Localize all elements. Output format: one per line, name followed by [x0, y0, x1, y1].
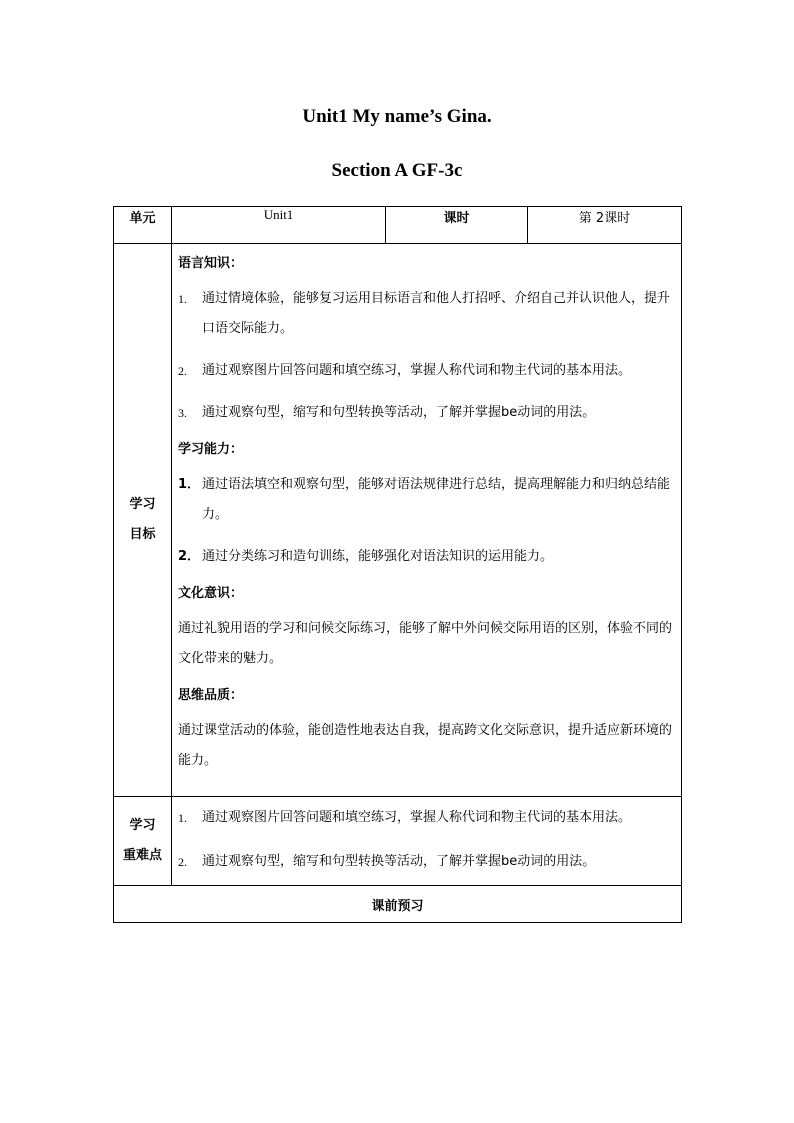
- item-number: 1.: [178, 811, 187, 825]
- document-title: Unit1 My name’s Gina.: [302, 106, 492, 127]
- item-number: 2．: [178, 549, 201, 564]
- preview-label: 课前预习: [114, 886, 682, 923]
- preview-row: [114, 886, 682, 923]
- item-number: 3.: [178, 406, 187, 420]
- item-text: 通过观察图片回答问题和填空练习，掌握人称代词和物主代词的基本用法。: [202, 363, 632, 378]
- item-text: 通过观察句型，缩写和句型转换等活动，了解并掌握be动词的用法。: [202, 405, 596, 420]
- thinking-text: 通过课堂活动的体验，能创造性地表达自我，提高跨文化交际意识，提升适应新环境的能力。: [178, 723, 673, 768]
- objectives-label-line2: 目标: [129, 527, 156, 542]
- item-number: 2.: [178, 364, 187, 378]
- item-number: 1．: [178, 477, 201, 492]
- item-text: 通过语法填空和观察句型，能够对语法规律进行总结，提高理解能力和归纳总结能力。: [202, 477, 671, 522]
- list-item: [178, 803, 675, 833]
- lesson-label: 课时: [386, 207, 528, 244]
- item-text: 通过情境体验，能够复习运用目标语言和他人打招呼、介绍自己并认识他人，提升口语交际能力。: [202, 291, 671, 336]
- objectives-row: [114, 244, 682, 797]
- unit-label: 单元: [114, 207, 172, 244]
- key-points-label: [114, 797, 172, 886]
- section-subtitle: Section A GF-3c: [331, 160, 463, 181]
- item-number: 2.: [178, 855, 187, 869]
- culture-heading: 文化意识：: [178, 586, 244, 601]
- key-points-label-line1: 学习: [129, 818, 156, 833]
- unit-value: Unit1: [172, 207, 386, 244]
- list-item: [178, 284, 675, 344]
- ability-heading: 学习能力：: [178, 442, 244, 457]
- list-item: [178, 542, 675, 572]
- item-text: 通过观察图片回答问题和填空练习，掌握人称代词和物主代词的基本用法。: [202, 810, 632, 825]
- key-points-label-line2: 重难点: [122, 848, 162, 863]
- list-item: [178, 470, 675, 530]
- thinking-heading: 思维品质：: [178, 688, 244, 703]
- objectives-content: [172, 244, 682, 797]
- list-item: [178, 356, 675, 386]
- key-points-content: [172, 797, 682, 886]
- item-number: 1.: [178, 292, 187, 306]
- objectives-label-line1: 学习: [129, 497, 156, 512]
- key-points-row: [114, 797, 682, 886]
- culture-text: 通过礼貌用语的学习和问候交际练习，能够了解中外问候交际用语的区别，体验不同的文化带来的魅力。: [178, 621, 673, 666]
- list-item: [178, 847, 675, 877]
- lesson-value: 第 2课时: [528, 207, 682, 244]
- item-text: 通过分类练习和造句训练，能够强化对语法知识的运用能力。: [202, 549, 554, 564]
- objectives-label: [114, 244, 172, 797]
- list-item: [178, 398, 675, 428]
- language-heading: 语言知识：: [178, 256, 244, 271]
- header-row: [114, 207, 682, 244]
- item-text: 通过观察句型，缩写和句型转换等活动，了解并掌握be动词的用法。: [202, 854, 596, 869]
- lesson-plan-table: [113, 206, 682, 923]
